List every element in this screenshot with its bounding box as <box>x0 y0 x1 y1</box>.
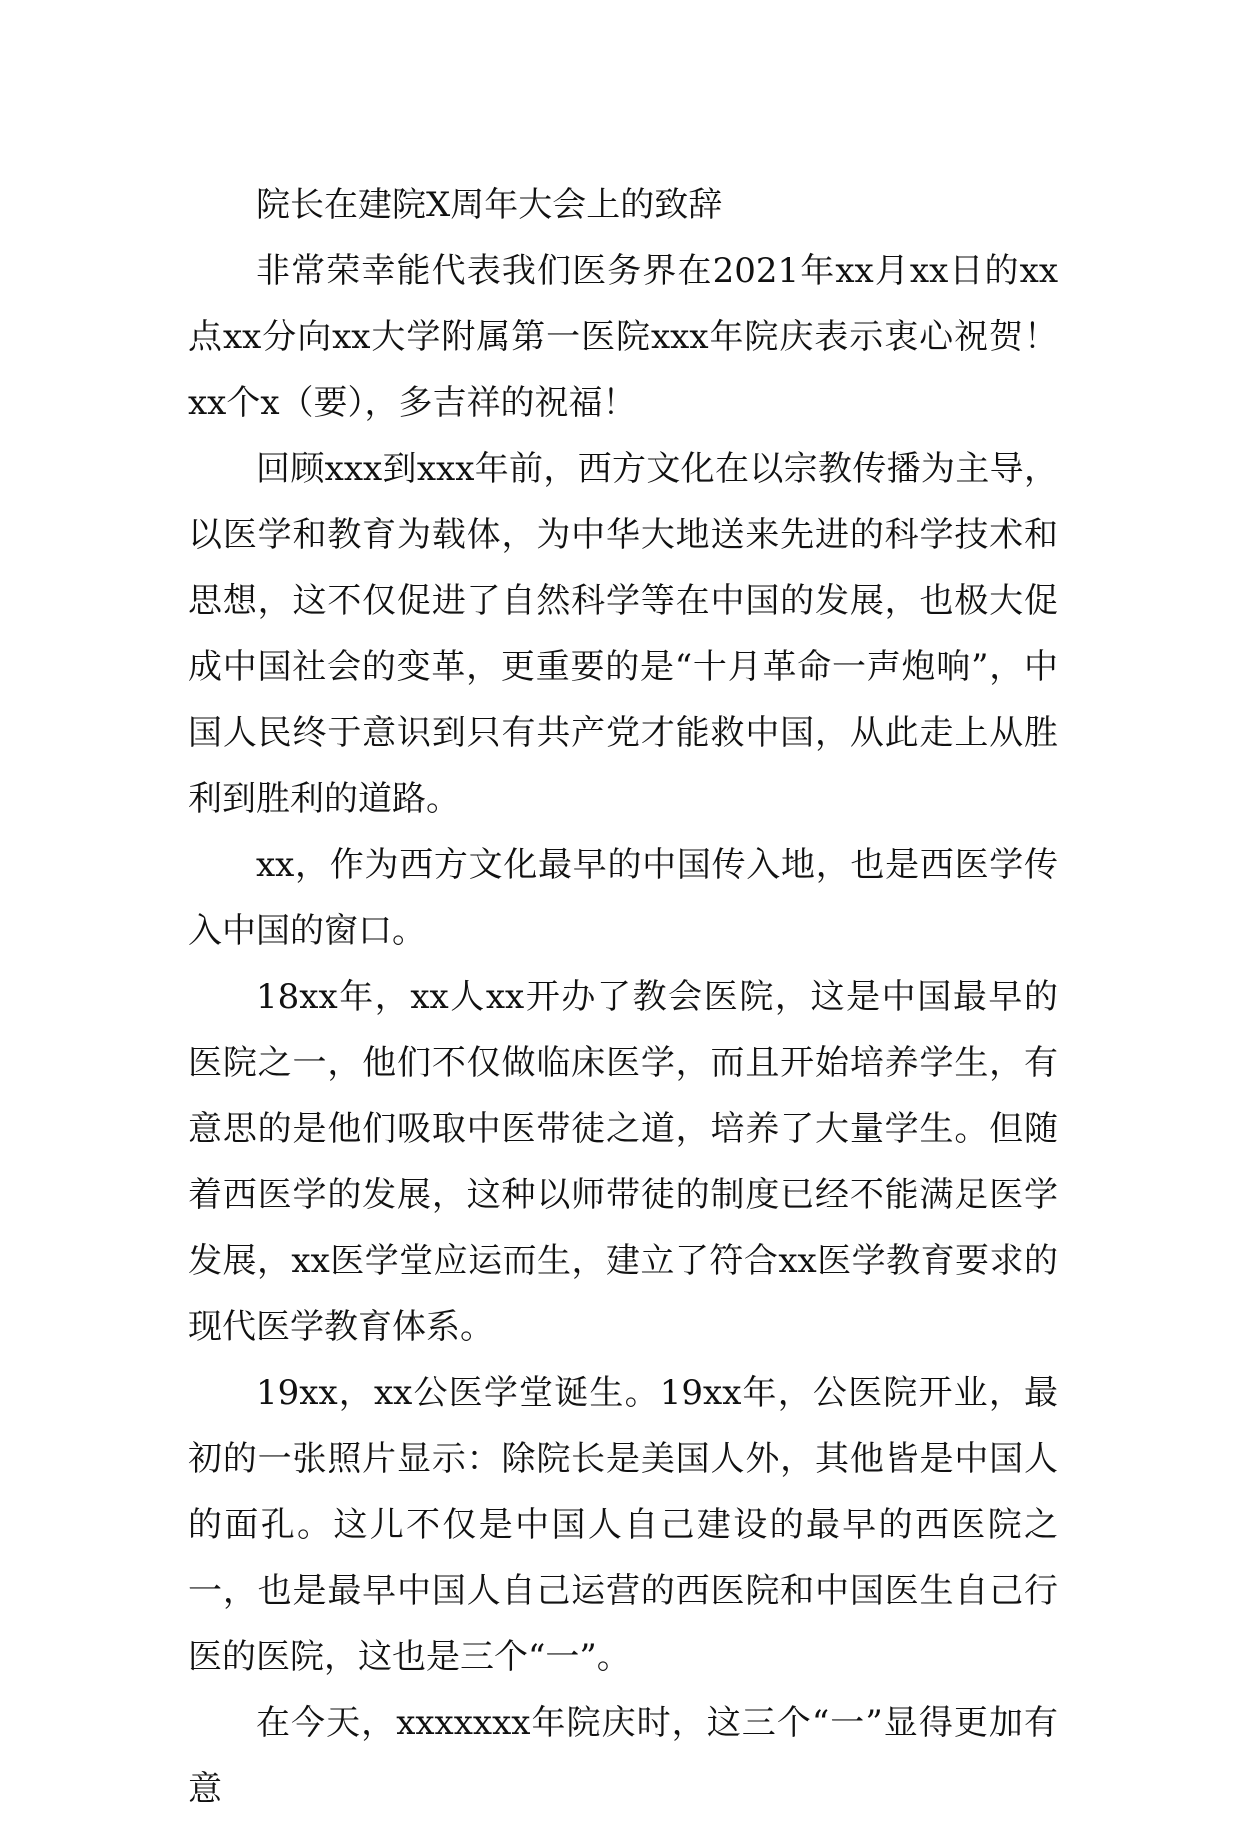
document-title: 院长在建院X周年大会上的致辞 <box>256 185 723 225</box>
paragraph-6: 在今天，xxxxxxx年院庆时，这三个“一”显得更加有意 <box>188 1703 1058 1809</box>
paragraph-3: xx，作为西方文化最早的中国传入地，也是西医学传入中国的窗口。 <box>188 845 1058 951</box>
paragraph-4: 18xx年，xx人xx开办了教会医院，这是中国最早的医院之一，他们不仅做临床医学，而且开始培养学生，有意思的是他们吸取中医带徒之道，培养了大量学生。但随着西医学的发展，这种以师带徒的制度已经不能满足医学发展，xx医学堂应运而生，建立了符合xx医学教育要求的现代医学教育体系。 <box>188 977 1058 1347</box>
paragraph-5: 19xx，xx公医学堂诞生。19xx年，公医院开业，最初的一张照片显示：除院长是美国人外，其他皆是中国人的面孔。这儿不仅是中国人自己建设的最早的西医院之一，也是最早中国人自己运营的西医院和中国医生自己行医的医院，这也是三个“一”。 <box>188 1373 1058 1677</box>
paragraph-2: 回顾xxx到xxx年前，西方文化在以宗教传播为主导，以医学和教育为载体，为中华大地送来先进的科学技术和思想，这不仅促进了自然科学等在中国的发展，也极大促成中国社会的变革，更重要的是“十月革命一声炮响”，中国人民终于意识到只有共产党才能救中国，从此走上从胜利到胜利的道路。 <box>188 449 1058 819</box>
paragraph-1: 非常荣幸能代表我们医务界在2021年xx月xx日的xx点xx分向xx大学附属第一医院xxx年院庆表示衷心祝贺！xx个x（要），多吉祥的祝福！ <box>188 251 1058 423</box>
document-body <box>188 172 1058 1822</box>
